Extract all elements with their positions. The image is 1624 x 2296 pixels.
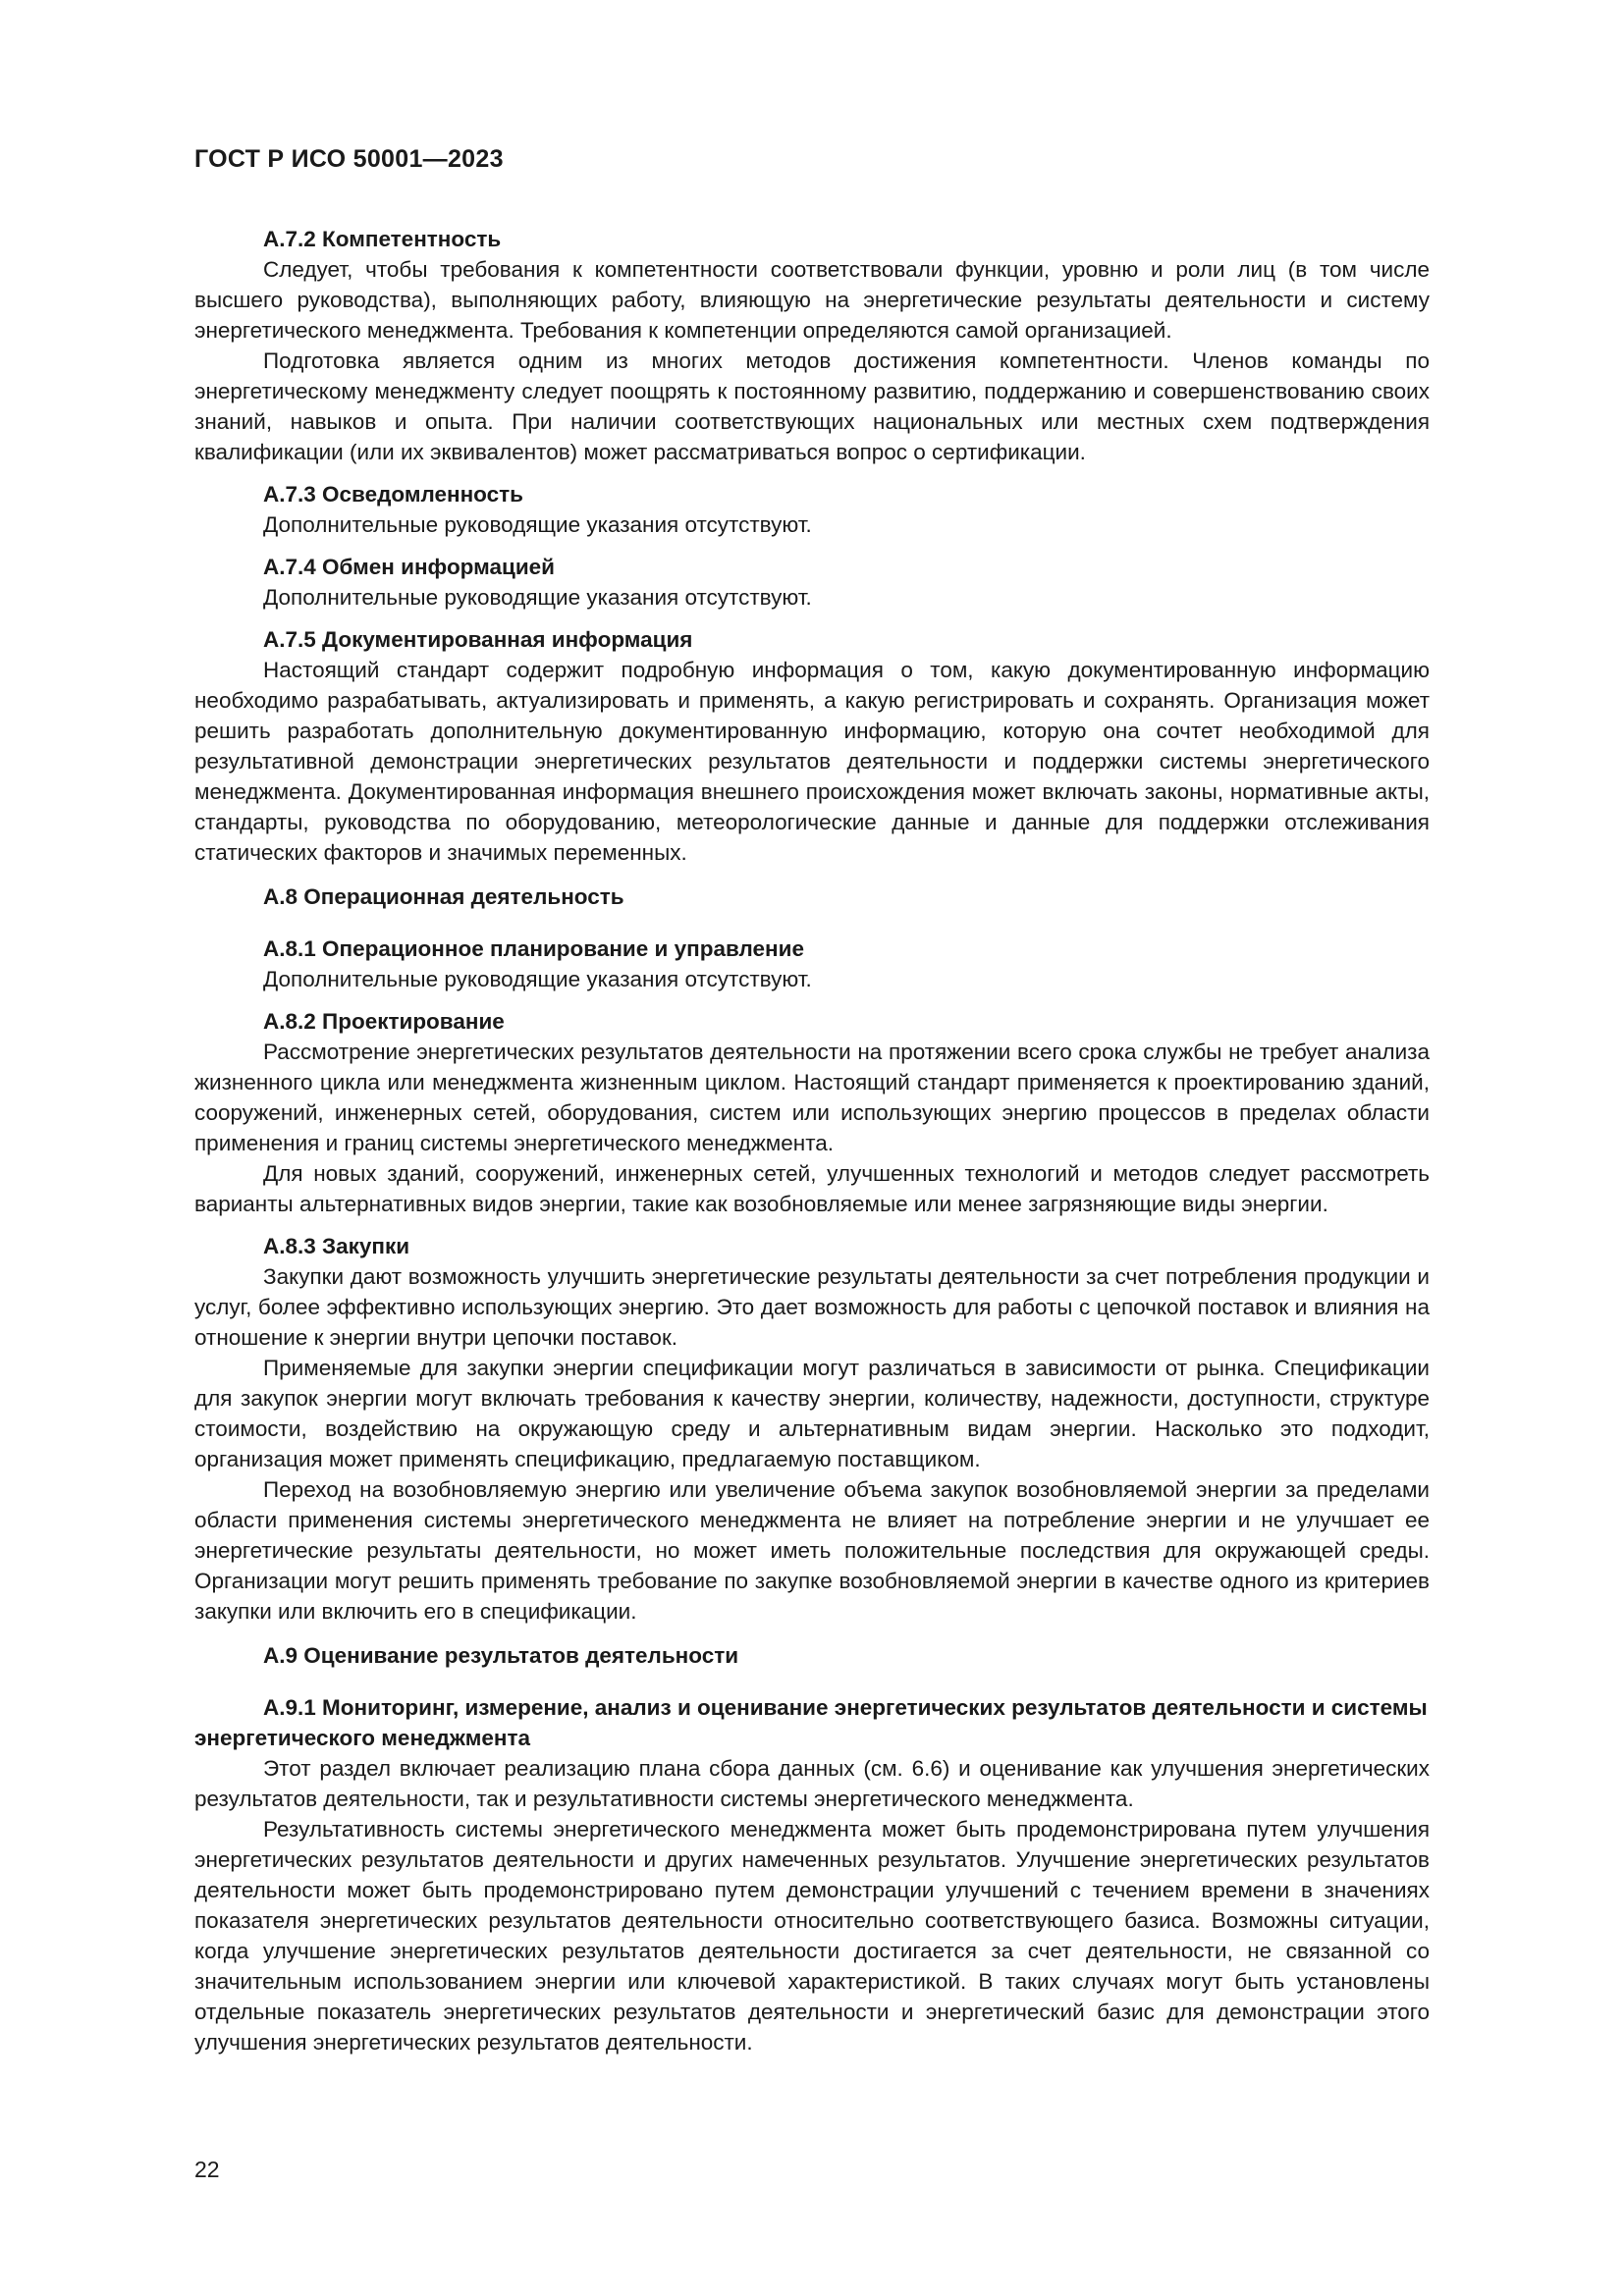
section-a-7-5	[194, 624, 1430, 868]
paragraph: Следует, чтобы требования к компетентности соответствовали функции, уровню и роли лиц (в том числе высшего руководства), выполняющих работу, влияющую на энергетические результаты деятельности и систему энергетического менеджмента. Требования к компетенции определяются самой организацией.	[194, 257, 1430, 343]
paragraph: Результативность системы энергетического менеджмента может быть продемонстрирована путем улучшения энергетических результатов деятельности и других намеченных результатов. Улучшение энергетических результатов деятельности может быть продемонстрировано путем демонстрации улучшений с течением времени в значениях показателя энергетических результатов деятельности относительно соответствующего базиса. Возможны ситуации, когда улучшение энергетических результатов деятельности достигается за счет деятельности, не связанной со значительным использованием энергии или ключевой характеристикой. В таких случаях могут быть установлены отдельные показатель энергетических результатов деятельности и энергетический базис для демонстрации этого улучшения энергетических результатов деятельности.	[194, 1817, 1430, 2055]
section-a-8-1	[194, 934, 1430, 994]
chapter-heading: А.8 Операционная деятельность	[263, 884, 624, 909]
section-a-8	[194, 881, 1430, 912]
paragraph: Для новых зданий, сооружений, инженерных сетей, улучшенных технологий и методов следует рассмотреть варианты альтернативных видов энергии, такие как возобновляемые или менее загрязняющие виды энергии.	[194, 1161, 1430, 1216]
paragraph: Дополнительные руководящие указания отсутствуют.	[263, 512, 812, 537]
section-a-7-4	[194, 552, 1430, 613]
paragraph: Настоящий стандарт содержит подробную информация о том, какую документированную информацию необходимо разрабатывать, актуализировать и применять, а какую регистрировать и сохранять. Организация может решить разработать дополнительную документированную информацию, которую она сочтет необходимой для результативной демонстрации энергетических результатов деятельности и поддержки системы энергетического менеджмента. Документированная информация внешнего происхождения может включать законы, нормативные акты, стандарты, руководства по оборудованию, метеорологические данные и данные для поддержки отслеживания статических факторов и значимых переменных.	[194, 658, 1430, 865]
section-heading: А.8.3 Закупки	[263, 1234, 410, 1258]
paragraph: Применяемые для закупки энергии спецификации могут различаться в зависимости от рынка. Спецификации для закупок энергии могут включать требования к качеству энергии, количеству, надежности, доступности, структуре стоимости, воздействию на окружающую среду и альтернативным видам энергии. Насколько это подходит, организация может применять спецификацию, предлагаемую поставщиком.	[194, 1356, 1430, 1471]
page-number: 22	[194, 2157, 220, 2182]
paragraph: Подготовка является одним из многих методов достижения компетентности. Членов команды по энергетическому менеджменту следует поощрять к постоянному развитию, поддержанию и совершенствованию своих знаний, навыков и опыта. При наличии соответствующих национальных или местных схем подтверждения квалификации (или их эквивалентов) может рассматриваться вопрос о сертификации.	[194, 348, 1430, 464]
paragraph: Дополнительные руководящие указания отсутствуют.	[263, 585, 812, 610]
document-body	[194, 224, 1430, 2057]
section-heading: А.7.2 Компетентность	[263, 227, 502, 251]
paragraph: Рассмотрение энергетических результатов деятельности на протяжении всего срока службы не требует анализа жизненного цикла или менеджмента жизненным циклом. Настоящий стандарт применяется к проектированию зданий, сооружений, инженерных сетей, оборудования, систем или использующих энергию процессов в пределах области применения и границ системы энергетического менеджмента.	[194, 1040, 1430, 1155]
section-a-9-1	[194, 1692, 1430, 2057]
section-heading: А.8.1 Операционное планирование и управление	[263, 936, 804, 961]
paragraph: Этот раздел включает реализацию плана сбора данных (см. 6.6) и оценивание как улучшения энергетических результатов деятельности, так и результативности системы энергетического менеджмента.	[194, 1756, 1430, 1811]
section-a-8-2	[194, 1006, 1430, 1219]
section-heading: А.9.1 Мониторинг, измерение, анализ и оценивание энергетических результатов деятельности и системы энергетического менеджмента	[194, 1695, 1428, 1750]
section-a-7-3	[194, 479, 1430, 540]
section-a-8-3	[194, 1231, 1430, 1627]
standard-header: ГОСТ Р ИСО 50001—2023	[194, 145, 504, 173]
section-heading: А.8.2 Проектирование	[263, 1009, 505, 1034]
section-a-9	[194, 1640, 1430, 1671]
paragraph: Дополнительные руководящие указания отсутствуют.	[263, 967, 812, 991]
section-a-7-2	[194, 224, 1430, 467]
section-heading: А.7.5 Документированная информация	[263, 627, 693, 652]
paragraph: Закупки дают возможность улучшить энергетические результаты деятельности за счет потребления продукции и услуг, более эффективно использующих энергию. Это дает возможность для работы с цепочкой поставок и влияния на отношение к энергии внутри цепочки поставок.	[194, 1264, 1430, 1350]
section-heading: А.7.4 Обмен информацией	[263, 555, 556, 579]
paragraph: Переход на возобновляемую энергию или увеличение объема закупок возобновляемой энергии за пределами области применения системы энергетического менеджмента не влияет на потребление энергии и не улучшает ее энергетические результаты деятельности, но может иметь положительные последствия для окружающей среды. Организации могут решить применять требование по закупке возобновляемой энергии в качестве одного из критериев закупки или включить его в спецификации.	[194, 1477, 1430, 1624]
section-heading: А.7.3 Осведомленность	[263, 482, 523, 507]
chapter-heading: А.9 Оценивание результатов деятельности	[263, 1643, 739, 1668]
